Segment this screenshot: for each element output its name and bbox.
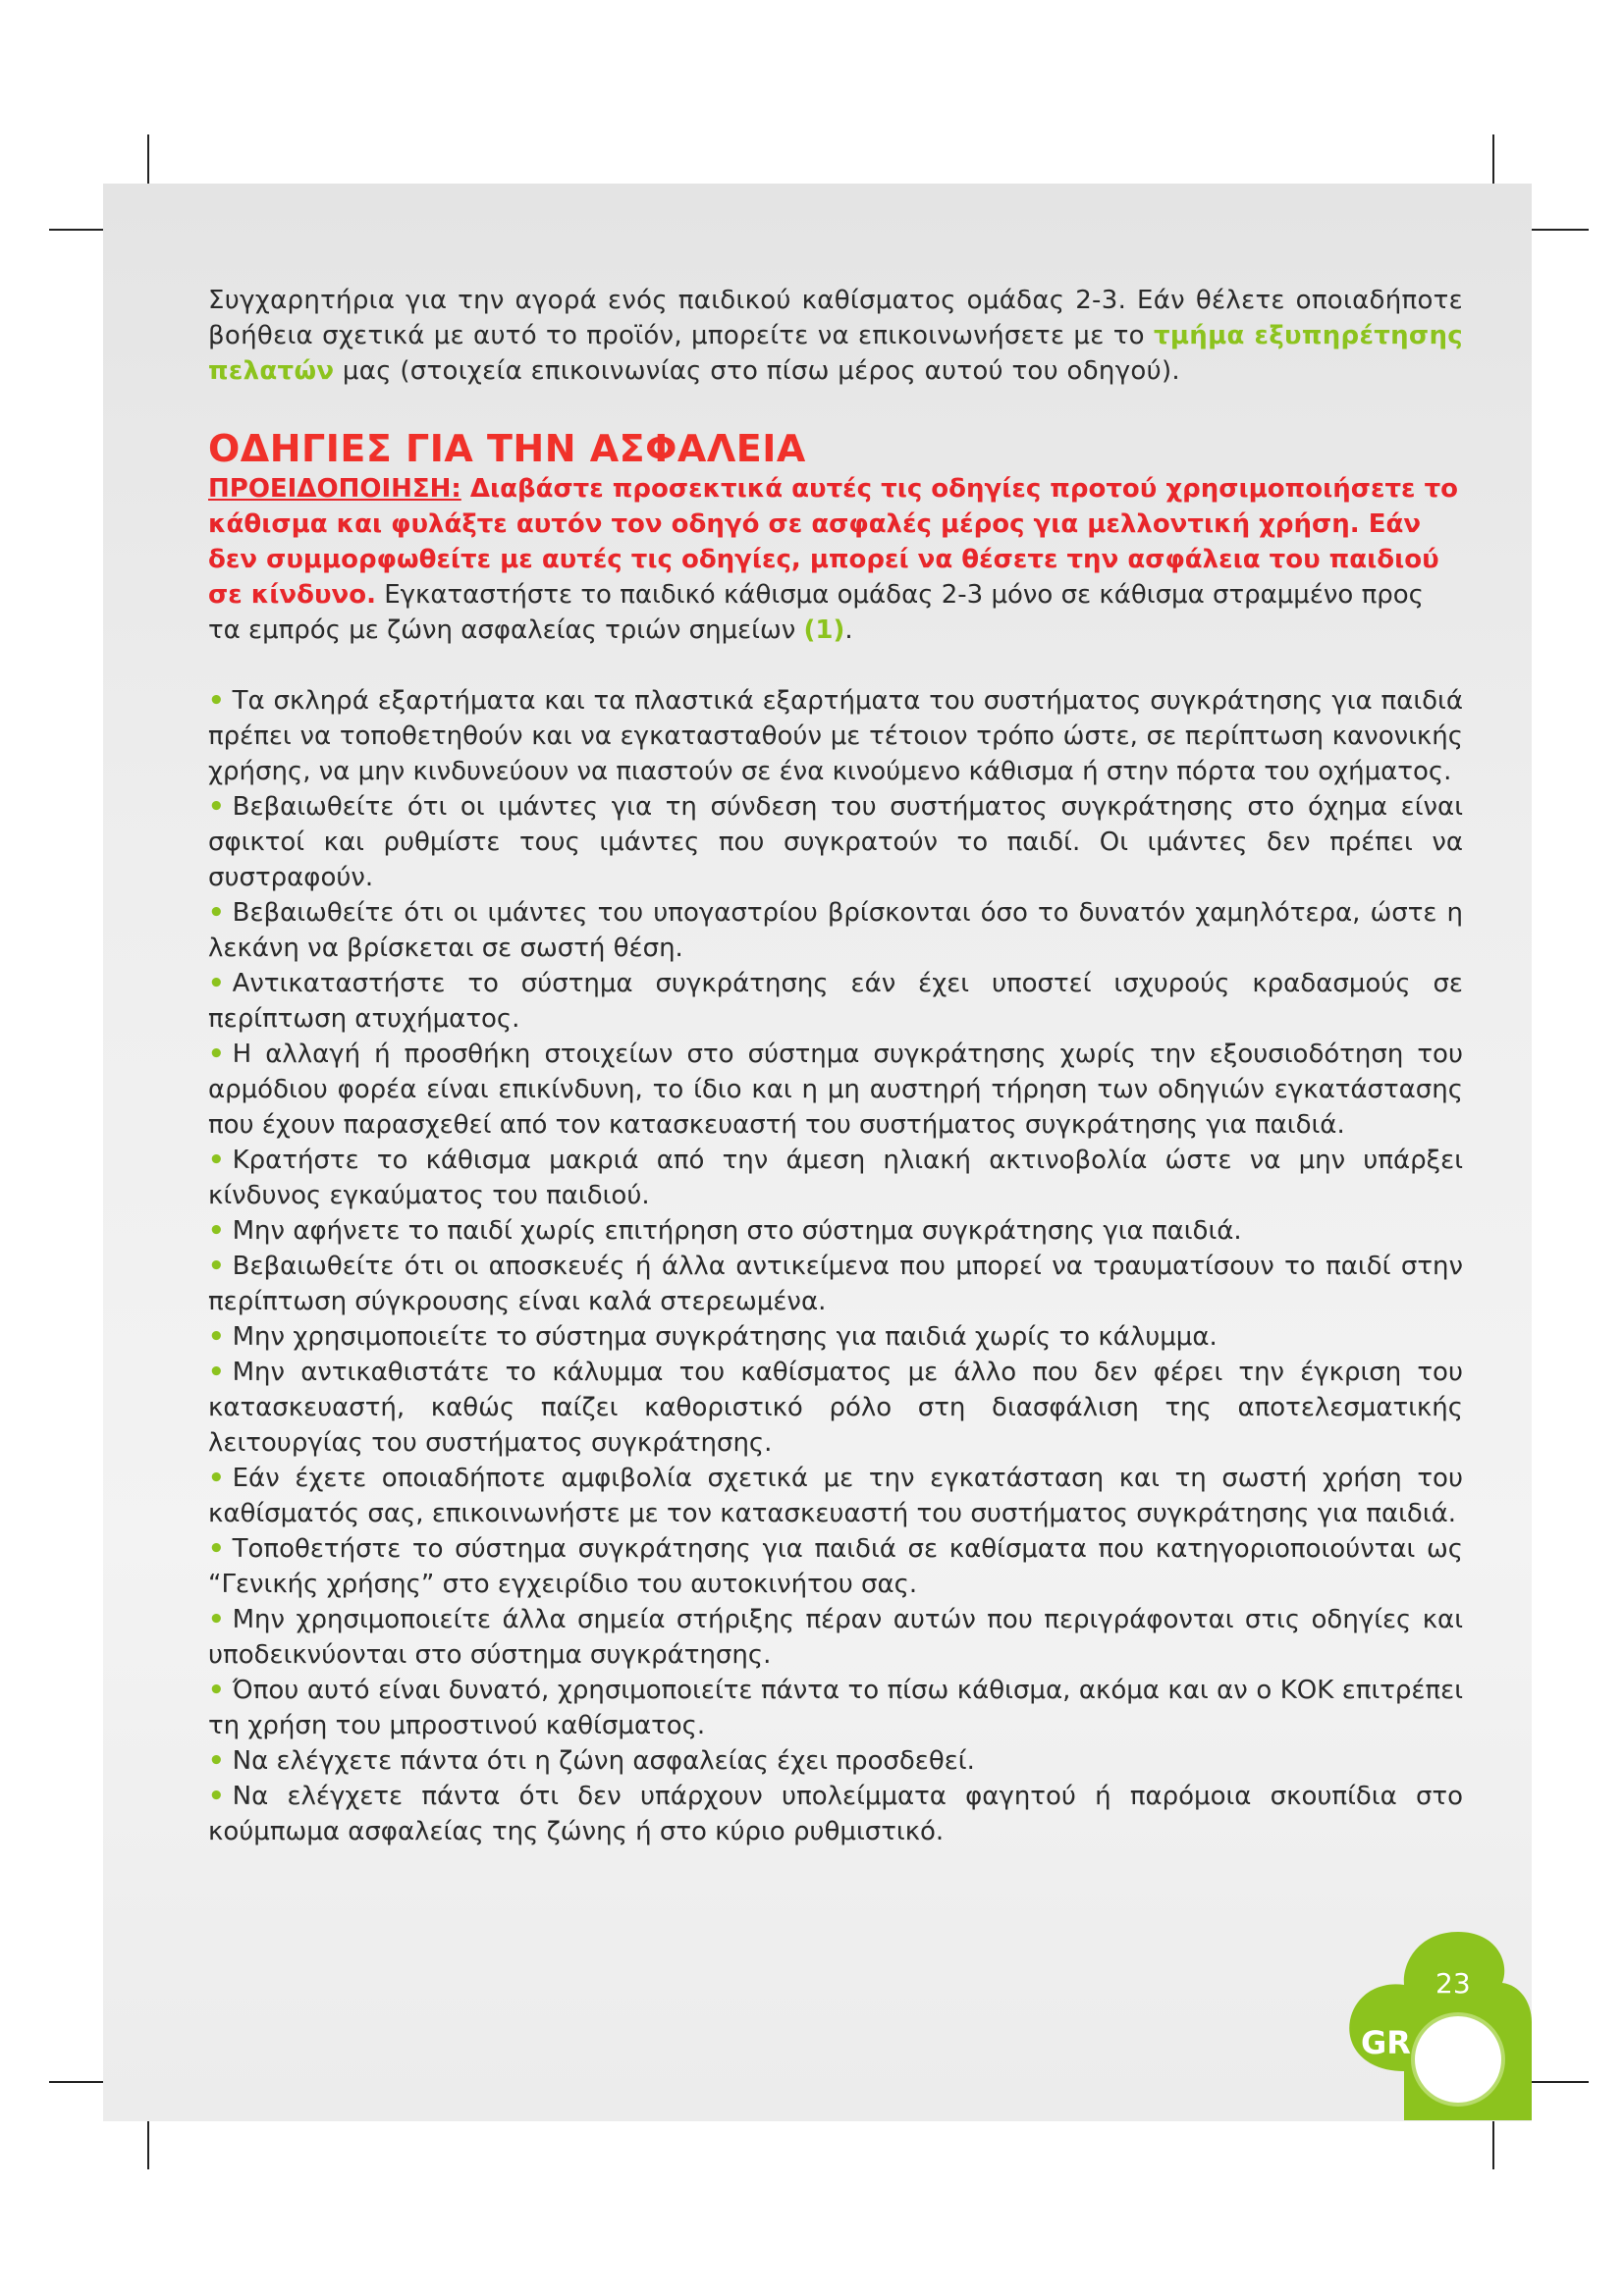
bullet-icon: • — [208, 969, 225, 998]
customer-service-highlight: τμήμα εξυπηρέτησης πελατών — [208, 321, 1463, 386]
list-item: • Κρατήστε το κάθισμα μακριά από την άμεση ηλιακή ακτινοβολία ώστε να μην υπάρξει κίνδυνος εγκαύματος του παιδιού. — [208, 1146, 1463, 1210]
list-item: • Μην αφήνετε το παιδί χωρίς επιτήρηση στο σύστημα συγκράτησης για παιδιά. — [208, 1216, 1242, 1246]
bullet-icon: • — [208, 792, 225, 822]
bullet-icon: • — [208, 1676, 225, 1705]
bullet-icon: • — [208, 1782, 225, 1811]
bullet-icon: • — [208, 1252, 225, 1281]
figure-reference: (1) — [803, 615, 845, 645]
bullet-icon: • — [208, 1358, 225, 1387]
list-item: • Βεβαιωθείτε ότι οι ιμάντες για τη σύνδεση του συστήματος συγκράτησης στο όχημα είναι σφικτοί και ρυθμίστε τους ιμάντες που συγκρατούν το παιδί. Οι ιμάντες δεν πρέπει να συστραφούν. — [208, 792, 1463, 892]
list-item: • Μην χρησιμοποιείτε άλλα σημεία στήριξης πέραν αυτών που περιγράφονται στις οδηγίες και υποδεικνύονται στο σύστημα συγκράτησης. — [208, 1605, 1463, 1670]
list-item: • Να ελέγχετε πάντα ότι δεν υπάρχουν υπολείμματα φαγητού ή παρόμοια σκουπίδια στο κούμπωμα ασφαλείας της ζώνης ή στο κύριο ρυθμιστικό. — [208, 1782, 1463, 1846]
warning-paragraph — [208, 471, 1463, 648]
safety-heading: ΟΔΗΓΙΕΣ ΓΙΑ ΤΗΝ ΑΣΦΑΛΕΙΑ — [208, 427, 806, 470]
page-content — [208, 283, 1463, 1849]
install-text-end: . — [844, 615, 853, 645]
list-item: • Η αλλαγή ή προσθήκη στοιχείων στο σύστημα συγκράτησης χωρίς την εξουσιοδότηση του αρμόδιου φορέα είναι επικίνδυνη, το ίδιο και η μη αυστηρή τήρηση των οδηγιών εγκατάστασης που έχουν παρασχεθεί από τον κατασκευαστή του συστήματος συγκράτησης για παιδιά. — [208, 1040, 1463, 1140]
bullet-icon: • — [208, 1322, 225, 1352]
list-item: • Βεβαιωθείτε ότι οι αποσκευές ή άλλα αντικείμενα που μπορεί να τραυματίσουν το παιδί στην περίπτωση σύγκρουσης είναι καλά στερεωμένα. — [208, 1252, 1463, 1316]
list-item: • Μην χρησιμοποιείτε το σύστημα συγκράτησης για παιδιά χωρίς το κάλυμμα. — [208, 1322, 1218, 1352]
bullet-icon: • — [208, 1464, 225, 1493]
bullet-icon: • — [208, 1746, 225, 1776]
warning-label: ΠΡΟΕΙΔΟΠΟΙΗΣΗ: — [208, 474, 461, 504]
list-item: • Τοποθετήστε το σύστημα συγκράτησης για παιδιά σε καθίσματα που κατηγοριοποιούνται ως “Γενικής χρήσης” στο εγχειρίδιο του αυτοκινήτου σας. — [208, 1534, 1463, 1599]
bullet-icon: • — [208, 1605, 225, 1634]
install-text: Εγκαταστήστε το παιδικό κάθισμα ομάδας 2-3 μόνο σε κάθισμα στραμμένο προς τα εμπρός με ζώνη ασφαλείας τριών σημείων — [208, 580, 1424, 645]
warning-text: Διαβάστε προσεκτικά αυτές τις οδηγίες προτού χρησιμοποιήσετε το κάθισμα και φυλάξτε αυτόν τον οδηγό σε ασφαλές μέρος για μελλοντική χρήση. Εάν δεν συμμορφωθείτε με αυτές τις οδηγίες, μπορεί να θέσετε την ασφάλεια του παιδιού σε κίνδυνο. — [208, 474, 1459, 610]
bullet-icon: • — [208, 1146, 225, 1175]
list-item: • Μην αντικαθιστάτε το κάλυμμα του καθίσματος με άλλο που δεν φέρει την έγκριση του κατασκευαστή, καθώς παίζει καθοριστικό ρόλο στη διασφάλιση της αποτελεσματικής λειτουργίας του συστήματος συγκράτησης. — [208, 1358, 1463, 1458]
safety-bullet-list — [208, 683, 1463, 1849]
intro-text-end: μας (στοιχεία επικοινωνίας στο πίσω μέρος αυτού του οδηγού). — [334, 356, 1180, 386]
list-item: • Τα σκληρά εξαρτήματα και τα πλαστικά εξαρτήματα του συστήματος συγκράτησης για παιδιά πρέπει να τοποθετηθούν και να εγκατασταθούν με τέτοιον τρόπο ώστε, σε περίπτωση κανονικής χρήσης, να μην κινδυνεύουν να πιαστούν σε ένα κινούμενο κάθισμα ή στην πόρτα του οχήματος. — [208, 686, 1463, 786]
language-badge-shape — [1335, 1924, 1542, 2120]
list-item: • Αντικαταστήστε το σύστημα συγκράτησης εάν έχει υποστεί ισχυρούς κραδασμούς σε περίπτωση ατυχήματος. — [208, 969, 1463, 1034]
language-label: GR — [1361, 2024, 1411, 2061]
list-item: • Να ελέγχετε πάντα ότι η ζώνη ασφαλείας έχει προσδεθεί. — [208, 1746, 975, 1776]
intro-paragraph — [208, 283, 1463, 389]
list-item: • Βεβαιωθείτε ότι οι ιμάντες του υπογαστρίου βρίσκονται όσο το δυνατόν χαμηλότερα, ώστε η λεκάνη να βρίσκεται σε σωστή θέση. — [208, 898, 1463, 963]
bullet-icon: • — [208, 686, 225, 716]
bullet-icon: • — [208, 1216, 225, 1246]
bullet-icon: • — [208, 1534, 225, 1564]
intro-text: Συγχαρητήρια για την αγορά ενός παιδικού καθίσματος ομάδας 2-3. Εάν θέλετε οποιαδήποτε βοήθεια σχετικά με αυτό το προϊόν, μπορείτε να επικοινωνήσετε με το — [208, 286, 1463, 350]
bullet-icon: • — [208, 898, 225, 928]
page-number: 23 — [1435, 1967, 1471, 2000]
list-item: • Όπου αυτό είναι δυνατό, χρησιμοποιείτε πάντα το πίσω κάθισμα, ακόμα και αν ο ΚΟΚ επιτρέπει τη χρήση του μπροστινού καθίσματος. — [208, 1676, 1463, 1740]
bullet-icon: • — [208, 1040, 225, 1069]
list-item: • Εάν έχετε οποιαδήποτε αμφιβολία σχετικά με την εγκατάσταση και τη σωστή χρήση του καθίσματός σας, επικοινωνήστε με τον κατασκευαστή του συστήματος συγκράτησης για παιδιά. — [208, 1464, 1463, 1528]
